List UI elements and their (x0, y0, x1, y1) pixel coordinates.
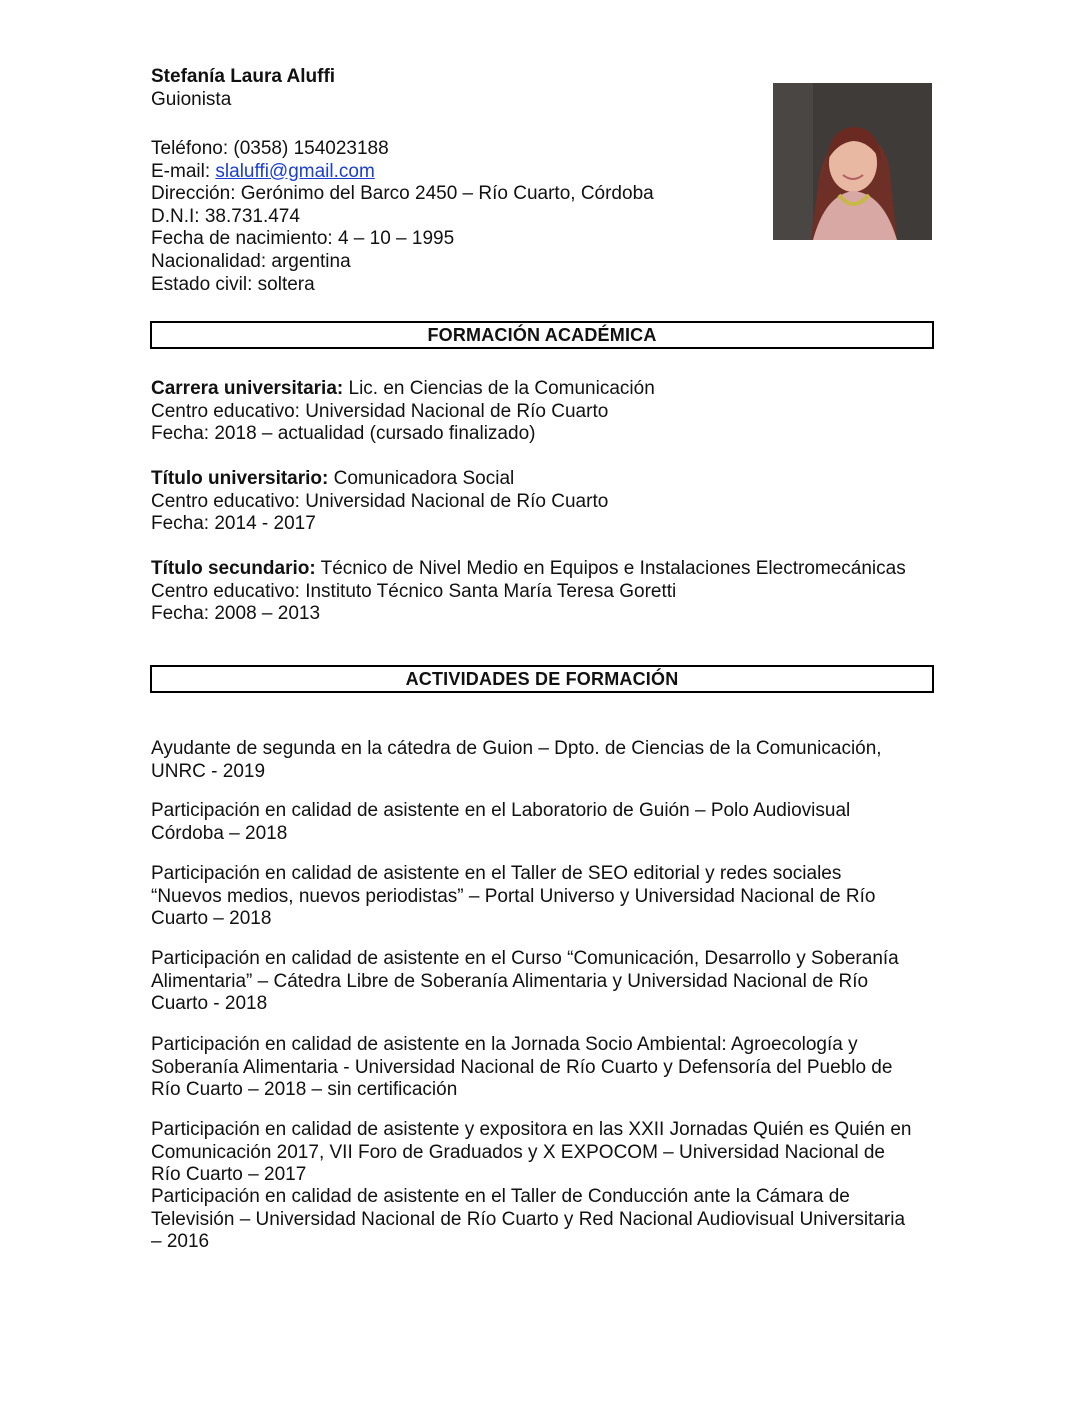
activity-line: Participación en calidad de asistente y expositora en las XXII Jornadas Quién es Quién en (151, 1119, 912, 1140)
academic-label-2: Título universitario: (151, 468, 329, 489)
academic-value-3: Técnico de Nivel Medio en Equipos e Instalaciones Electromecánicas (315, 558, 906, 579)
civil-status-line: Estado civil: soltera (151, 273, 315, 295)
activity-item-7 (151, 1186, 941, 1254)
nationality-line: Nacionalidad: argentina (151, 250, 351, 272)
activity-item-4 (151, 948, 941, 1016)
activity-line: Comunicación 2017, VII Foro de Graduados y X EXPOCOM – Universidad Nacional de (151, 1141, 885, 1163)
section-activities-title: ACTIVIDADES DE FORMACIÓN (150, 665, 934, 693)
activity-item-1 (151, 738, 941, 783)
activity-line: Participación en calidad de asistente en el Taller de SEO editorial y redes sociales (151, 863, 842, 884)
academic-label-1: Carrera universitaria: (151, 378, 344, 399)
activity-line: Participación en calidad de asistente en el Taller de Conducción ante la Cámara de (151, 1186, 850, 1207)
academic-entry-3 (151, 558, 941, 626)
email-line (151, 161, 654, 184)
activity-line: Televisión – Universidad Nacional de Río Cuarto y Red Nacional Audiovisual Universitaria (151, 1208, 906, 1230)
academic-center-1: Centro educativo: Universidad Nacional de Río Cuarto (151, 400, 609, 422)
email-label: E-mail: (151, 160, 216, 182)
email-link[interactable]: slaluffi@gmail.com (215, 160, 375, 182)
dni-line: D.N.I: 38.731.474 (151, 205, 300, 227)
activity-line: Cuarto – 2018 (151, 908, 272, 930)
activity-line: Cuarto - 2018 (151, 993, 268, 1015)
activity-line: Participación en calidad de asistente en el Laboratorio de Guión – Polo Audiovisual (151, 800, 851, 821)
academic-date-1: Fecha: 2018 – actualidad (cursado finalizado) (151, 423, 536, 445)
birth-line: Fecha de nacimiento: 4 – 10 – 1995 (151, 228, 455, 250)
section-academic-title: FORMACIÓN ACADÉMICA (150, 321, 934, 349)
address-line: Dirección: Gerónimo del Barco 2450 – Río Cuarto, Córdoba (151, 183, 654, 205)
activity-line: Río Cuarto – 2018 – sin certificación (151, 1079, 458, 1101)
activity-item-3 (151, 863, 941, 931)
contact-block (151, 138, 654, 296)
activity-item-6 (151, 1119, 941, 1187)
academic-center-2: Centro educativo: Universidad Nacional de Río Cuarto (151, 490, 609, 512)
academic-value-1: Lic. en Ciencias de la Comunicación (343, 378, 655, 399)
activity-line: UNRC - 2019 (151, 760, 266, 782)
cv-role: Guionista (151, 89, 232, 110)
activity-item-5 (151, 1034, 941, 1102)
activity-line: “Nuevos medios, nuevos periodistas” – Portal Universo y Universidad Nacional de Río (151, 885, 876, 907)
phone-line: Teléfono: (0358) 154023188 (151, 138, 389, 159)
activity-line: Río Cuarto – 2017 (151, 1164, 307, 1186)
academic-value-2: Comunicadora Social (328, 468, 515, 489)
academic-date-3: Fecha: 2008 – 2013 (151, 603, 321, 625)
activity-item-2 (151, 800, 941, 845)
cv-name: Stefanía Laura Aluffi (151, 66, 336, 87)
activity-line: Participación en calidad de asistente en el Curso “Comunicación, Desarrollo y Soberanía (151, 948, 899, 969)
activity-line: Participación en calidad de asistente en la Jornada Socio Ambiental: Agroecología y (151, 1034, 858, 1055)
activity-line: Córdoba – 2018 (151, 822, 288, 844)
academic-entry-1 (151, 378, 941, 446)
activity-line: – 2016 (151, 1231, 210, 1253)
academic-label-3: Título secundario: (151, 558, 316, 579)
academic-entry-2 (151, 468, 941, 536)
academic-center-3: Centro educativo: Instituto Técnico Santa María Teresa Goretti (151, 580, 677, 602)
activity-line: Ayudante de segunda en la cátedra de Guion – Dpto. de Ciencias de la Comunicación, (151, 738, 882, 759)
profile-photo (773, 83, 932, 240)
activity-line: Alimentaria” – Cátedra Libre de Soberanía Alimentaria y Universidad Nacional de Río (151, 970, 869, 992)
academic-date-2: Fecha: 2014 - 2017 (151, 513, 316, 535)
activity-line: Soberanía Alimentaria - Universidad Nacional de Río Cuarto y Defensoría del Pueblo de (151, 1056, 893, 1078)
